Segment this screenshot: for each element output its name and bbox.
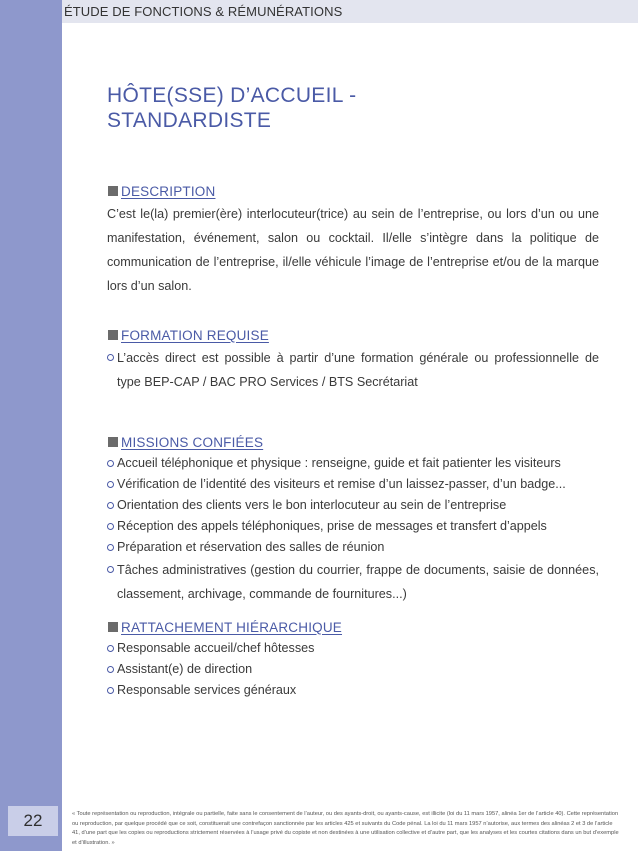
- section-heading: [107, 180, 599, 202]
- square-bullet-icon: [108, 186, 118, 196]
- circle-bullet-icon: [107, 460, 114, 467]
- circle-bullet-icon: [107, 687, 114, 694]
- heading-formation: FORMATION REQUISE: [121, 327, 269, 343]
- square-bullet-icon: [108, 330, 118, 340]
- header-bar: [62, 0, 638, 23]
- description-text: C’est le(la) premier(ère) interlocuteur(trice) au sein de l’entreprise, ou lors d’un ou une manifestation, événement, salon ou cocktail. Il/elle s’intègre dans la politique de communication de l’entreprise, il/elle véhicule l’image de l’entreprise et/ou de la marque lors d’un salon.: [107, 207, 599, 293]
- circle-bullet-icon: [107, 544, 114, 551]
- section-missions: [107, 431, 599, 606]
- list-item: Assistant(e) de direction: [107, 659, 599, 680]
- list-item: Orientation des clients vers le bon interlocuteur au sein de l’entreprise: [107, 495, 599, 516]
- circle-bullet-icon: [107, 502, 114, 509]
- list-item: Réception des appels téléphoniques, prise de messages et transfert d’appels: [107, 516, 599, 537]
- circle-bullet-icon: [107, 354, 114, 361]
- page-title: [107, 83, 587, 133]
- section-formation: [107, 324, 599, 394]
- page-number: 22: [23, 811, 43, 830]
- circle-bullet-icon: [107, 566, 114, 573]
- list-item: Tâches administratives (gestion du courrier, frappe de documents, saisie de données, classement, archivage, commande de fournitures...): [107, 558, 599, 606]
- left-sidebar-band: [0, 0, 62, 851]
- section-heading: [107, 431, 599, 453]
- list-item: L’accès direct est possible à partir d’une formation générale ou professionnelle de type BEP-CAP / BAC PRO Services / BTS Secrétariat: [107, 346, 599, 394]
- legal-notice: « Toute représentation ou reproduction, intégrale ou partielle, faite sans le consentement de l’auteur, ou des ayants-droit, ou ayants-cause, est illicite (loi du 11 mars 1957, alinéa 1er de l’article 40). Cette représentation ou reproduction, par quelque procédé que ce soit, constituerait une contrefaçon sanctionnée par les articles 425 et suivants du Code pénal. La loi du 11 mars 1957 n’autorise, aux termes des alinéas 2 et 3 de l’article 41, d’une part que les copies ou reproductions strictement réservées à l’usage privé du copiste et non destinées à une utilisation collective et d’autre part, que les analyses et les courtes citations dans un but d’exemple et d’illustration. »: [72, 811, 619, 846]
- title-line-1: HÔTE(SSE) D’ACCUEIL -: [107, 84, 357, 107]
- page-number-box: [8, 806, 58, 836]
- circle-bullet-icon: [107, 481, 114, 488]
- list-item: Préparation et réservation des salles de réunion: [107, 537, 599, 558]
- circle-bullet-icon: [107, 666, 114, 673]
- section-description: [107, 180, 599, 298]
- square-bullet-icon: [108, 437, 118, 447]
- list-item: Responsable services généraux: [107, 680, 599, 701]
- section-heading: [107, 324, 599, 346]
- running-title: ÉTUDE DE FONCTIONS & RÉMUNÉRATIONS: [64, 4, 343, 19]
- circle-bullet-icon: [107, 645, 114, 652]
- heading-rattachement: RATTACHEMENT HIÉRARCHIQUE: [121, 619, 343, 635]
- section-heading: [107, 616, 599, 638]
- circle-bullet-icon: [107, 523, 114, 530]
- list-item: Responsable accueil/chef hôtesses: [107, 638, 599, 659]
- list-item: Accueil téléphonique et physique : renseigne, guide et fait patienter les visiteurs: [107, 453, 599, 474]
- section-rattachement: [107, 616, 599, 701]
- square-bullet-icon: [108, 622, 118, 632]
- heading-missions: MISSIONS CONFIÉES: [121, 434, 264, 450]
- list-item: Vérification de l’identité des visiteurs et remise d’un laissez-passer, d’un badge...: [107, 474, 599, 495]
- heading-description: DESCRIPTION: [121, 183, 216, 199]
- title-line-2: STANDARDISTE: [107, 109, 272, 132]
